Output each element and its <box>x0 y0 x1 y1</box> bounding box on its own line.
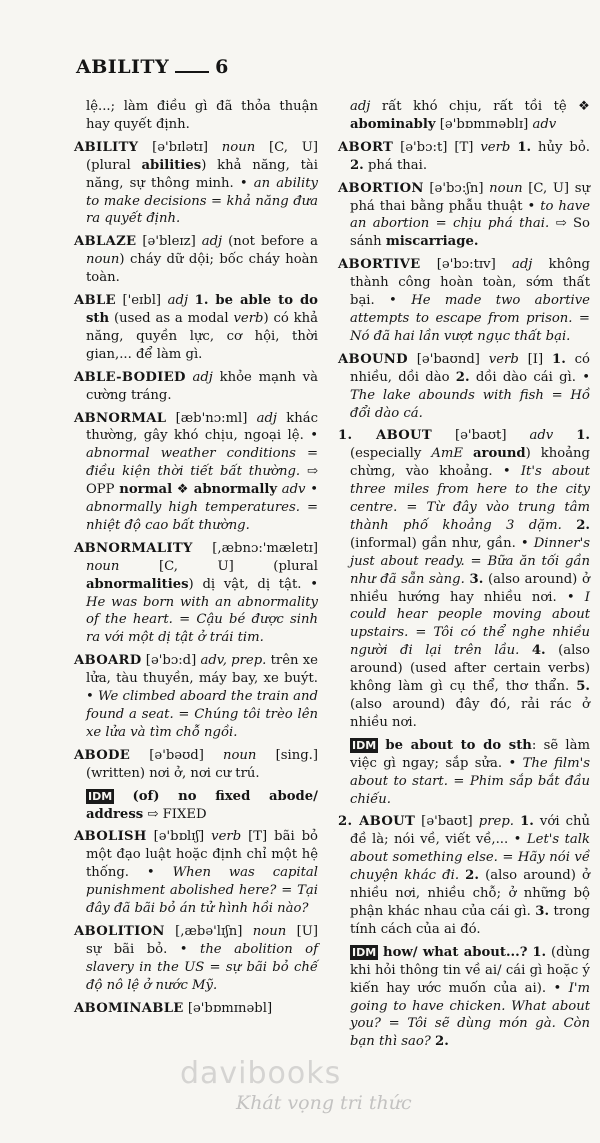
entry-text: [ə'bɒmɪnəblɪ] <box>435 116 533 132</box>
bold-text: be about to do sth <box>385 737 532 753</box>
watermark-tagline: Khát vọng tri thức <box>236 1092 412 1114</box>
page-number: 6 <box>215 56 229 78</box>
entry-text <box>188 293 195 308</box>
entry-text: ⇨ FIXED <box>143 806 207 822</box>
example-text: an ability to make decisions = khả năng đưa ra quyết định. <box>86 175 318 227</box>
headword: ABLE <box>74 293 116 309</box>
entry-text: không thành công hoàn toàn, sớm thất bại. • <box>350 257 590 309</box>
bold-text: how/ what about...? <box>383 944 528 960</box>
dictionary-entry <box>74 923 318 995</box>
example-text: adv <box>532 116 557 132</box>
dictionary-entry <box>338 737 590 809</box>
headword: ABOUND <box>338 351 408 367</box>
idiom-badge: IDM <box>88 789 113 803</box>
bold-text: 3. <box>469 571 484 587</box>
entry-text: ['eɪbl] <box>115 293 168 309</box>
example-text: noun <box>489 180 523 196</box>
headword: 1. ABOUT <box>338 428 432 444</box>
entry-text: [æb'nɔ:ml] <box>166 410 257 426</box>
entry-text: ) cháy dữ dội; bốc cháy hoàn toàn. <box>86 252 318 286</box>
entry-text: [ə'bəʊd] <box>130 747 223 763</box>
example-text: adv <box>529 428 554 444</box>
entry-text: ⇨ OPP <box>86 464 318 498</box>
entry-text: [C, U] (plural <box>86 139 318 173</box>
entry-text: (also around) đây đó, rải rác ở nhiều nơi. <box>350 697 590 730</box>
header-rule <box>175 71 209 73</box>
entry-text: [T] bãi bỏ một đạo luật hoặc định chỉ một hệ thống. • <box>86 829 318 881</box>
example-text: noun <box>252 923 287 939</box>
entry-text: [ə'baʊnd] <box>407 351 489 367</box>
example-text: abnormal weather conditions = điều kiện thời tiết bất thường. <box>86 446 318 480</box>
page-header <box>76 56 229 78</box>
example-text: adj <box>256 410 278 426</box>
example-text: AmE <box>431 446 463 462</box>
entry-text: • <box>305 482 318 498</box>
entry-text: [ə'baʊt] <box>431 428 530 444</box>
entry-text: (not before a <box>222 234 318 250</box>
dictionary-entry <box>74 292 318 364</box>
example-text: Dinner's just about ready. = Bữa ăn tối gần như đã sẵn sàng. <box>350 535 590 587</box>
entry-text: ) dị vật, dị tật. • <box>188 576 318 592</box>
entry-text: (especially <box>350 446 432 462</box>
entry-text: [,æbnɔ:'mæletɪ] <box>192 540 318 556</box>
entry-text: ) có khả năng, quyền lực, cơ hội, thời gian,... để làm gì. <box>86 310 318 362</box>
entry-text: [I] <box>518 351 553 367</box>
headword: ABORTIVE <box>338 257 421 273</box>
dictionary-entry <box>338 813 590 938</box>
example-text: adv, prep. <box>200 653 267 669</box>
dictionary-entry <box>338 98 590 134</box>
entry-text <box>463 446 473 461</box>
dictionary-entry <box>338 180 590 252</box>
entry-text: lệ...; làm điều gì đã thỏa thuận hay quyết định. <box>86 99 318 132</box>
example-text: prep. <box>478 814 514 830</box>
example-text: noun <box>86 252 120 268</box>
entry-text: [ə'bɒmɪnəbl] <box>183 1000 273 1016</box>
bold-text: 1. be able to do sth <box>86 293 318 326</box>
example-text: adj <box>192 369 213 385</box>
entry-text: ) khoảng chừng, vào khoảng. • <box>350 446 590 480</box>
entry-text: [ə'bɒlɪʃ] <box>146 829 212 845</box>
entry-text: trên xe lửa, tàu thuyền, máy bay, xe buýt. • <box>86 653 318 705</box>
example-text: Let's talk about something else. = Hãy nói về chuyện khác đi. <box>350 832 590 884</box>
dictionary-entry <box>338 427 590 731</box>
dictionary-entry <box>74 233 318 287</box>
left-column <box>74 98 318 1023</box>
entry-text: [ə'bɔ:ʃn] <box>423 180 490 196</box>
dictionary-entry <box>74 828 318 918</box>
headword: ABOMINABLE <box>74 1000 184 1016</box>
bold-text: miscarriage. <box>385 234 479 250</box>
bold-text: 1. <box>532 944 547 960</box>
entry-text: ❖ <box>172 482 194 498</box>
example-text: He made two abortive attempts to escape from prison. = Nó đã hai lần vượt ngục thất bại. <box>350 293 590 344</box>
entry-text: (also around) ở nhiều hướng hay nhiều nơi. • <box>350 571 590 605</box>
bold-text: 1. <box>552 351 566 367</box>
watermark-logo: davibooks <box>180 1056 342 1091</box>
example-text: I'm going to have chicken. What about you? = Tôi sẽ dùng món gà. Còn bạn thì sao? <box>350 980 590 1050</box>
entry-text: [C, U] sự phá thai bằng phẫu thuật • <box>350 180 590 214</box>
bold-text: 2. <box>465 868 479 884</box>
example-text: the abolition of slavery in the US = sự bãi bỏ chế độ nô lệ ở nước Mỹ. <box>86 941 318 993</box>
headword: ABOARD <box>74 653 142 669</box>
bold-text: abnormally <box>193 482 278 498</box>
dictionary-entry <box>74 1000 318 1018</box>
dictionary-entry <box>338 139 590 175</box>
dictionary-entry <box>74 410 318 535</box>
entry-text: dồi dào cái gì. • <box>469 369 590 385</box>
bold-text: 1. <box>520 814 534 830</box>
bold-text: 4. <box>531 643 546 659</box>
headword: ABOLITION <box>74 923 165 939</box>
entry-text <box>562 518 576 533</box>
dictionary-entry <box>338 944 590 1051</box>
example-text: noun <box>221 139 256 155</box>
headword: ABOLISH <box>74 829 147 845</box>
example-text: When was capital punishment abolished here? = Tại đây đã bãi bỏ án tử hình hồi nào? <box>86 865 318 917</box>
example-text: adj <box>201 234 223 250</box>
bold-text: normal <box>119 482 173 498</box>
example-text: abnormally high temperatures. = nhiệt độ cao bất thường. <box>86 500 318 533</box>
headword: ABLE-BODIED <box>74 369 186 385</box>
dictionary-entry <box>74 788 318 824</box>
headword: ABILITY <box>74 139 139 155</box>
entry-text: với chủ đề là; nói về, viết về,... • <box>350 814 590 848</box>
entry-text: ) khả năng, tài năng, sự thông minh. • <box>86 157 318 191</box>
entry-text: ⇨ So sánh <box>350 216 590 250</box>
example-text: It's about three miles from here to the city centre. = Từ đây vào trung tâm thành phố khoảng 3 dặm. <box>350 464 590 533</box>
entry-text: [ə'baʊt] <box>415 814 479 830</box>
example-text: verb <box>211 829 242 845</box>
bold-text: 1. <box>517 139 532 155</box>
entry-text: phá thai. <box>363 157 428 173</box>
example-text: verb <box>480 139 511 155</box>
bold-text: abnormalities <box>86 576 189 592</box>
bold-text: 2. <box>576 517 590 533</box>
example-text: I could hear people moving about upstairs. = Tôi có thể nghe nhiều người đi lại trên lầu. <box>350 589 590 659</box>
example-text: adj <box>511 257 533 273</box>
headword: ABNORMALITY <box>74 540 193 556</box>
dictionary-entry <box>74 98 318 134</box>
example-text: noun <box>86 558 120 574</box>
entry-text: [ə'bɔ:d] <box>141 653 201 669</box>
dictionary-entry <box>338 256 590 346</box>
dictionary-entry <box>74 139 318 229</box>
example-text: The film's about to start. = Phim sắp bắt đầu chiếu. <box>350 755 591 807</box>
example-text: adv <box>281 482 306 498</box>
example-text: verb <box>488 351 519 367</box>
example-text: verb <box>233 310 264 326</box>
idiom-badge: IDM <box>352 738 377 752</box>
entry-text: (also around) ở nhiều nơi, nhiều chỗ; ở những bộ phận khác nhau của cái gì. <box>350 868 590 919</box>
bold-text: (of) no fixed abode/ address <box>86 788 318 822</box>
dictionary-entry <box>338 351 590 423</box>
entry-text: : sẽ làm việc gì ngay; sắp sửa. • <box>350 737 590 771</box>
example-text: noun <box>223 747 257 763</box>
entry-text: [U] sự bãi bỏ. • <box>86 923 318 957</box>
headword: ABORT <box>338 139 394 155</box>
entry-text: [,æbə'lɪʃn] <box>164 923 253 939</box>
entry-text: khác thường, gây khó chịu, ngoại lệ. • <box>86 410 318 444</box>
entry-text: (used as a modal <box>109 310 234 326</box>
entry-text: [ə'bɔ:t] [T] <box>393 139 481 155</box>
header-word: ABILITY <box>76 56 170 78</box>
idiom-badge: IDM <box>352 945 377 959</box>
entry-text: [ə'bɪlətɪ] <box>138 139 222 155</box>
bold-text: 2. <box>455 369 470 385</box>
entry-text: trong tính cách của ai đó. <box>350 903 590 937</box>
dictionary-entry <box>74 540 318 647</box>
bold-text: around <box>472 446 526 462</box>
example-text: adj <box>167 293 189 309</box>
dictionary-entry <box>74 652 318 742</box>
headword: ABODE <box>74 747 131 763</box>
dictionary-entry <box>74 747 318 783</box>
entry-text: [C, U] (plural <box>119 558 318 574</box>
entry-text: [sing.] (written) nơi ở, nơi cư trú. <box>86 747 318 781</box>
entry-text: [ə'bleɪz] <box>136 234 202 250</box>
entry-text: [ə'bɔ:tɪv] <box>420 257 512 273</box>
bold-text: 3. <box>535 903 550 919</box>
entry-text: khỏe mạnh và cường tráng. <box>86 369 318 403</box>
entry-text: rất khó chịu, rất tồi tệ ❖ <box>370 99 590 114</box>
headword: ABORTION <box>338 180 424 196</box>
bold-text: 1. <box>576 428 591 444</box>
entry-text <box>519 643 531 658</box>
example-text: adj <box>350 99 371 114</box>
example-text: He was born with an abnormality of the heart. = Cậu bé được sinh ra với một dị tật ở trái tim. <box>86 594 318 646</box>
entry-text: (also around) (used after certain verbs) không làm gì cụ thể, thơ thẩn. <box>350 643 590 695</box>
entry-text: có nhiều, dồi dào <box>350 351 590 385</box>
entry-text: (dùng khi hỏi thông tin về ai/ cái gì hoặc ý kiến hay ước muốn của ai). • <box>350 944 590 996</box>
bold-text: 5. <box>576 679 590 695</box>
bold-text: 2. <box>435 1034 449 1050</box>
bold-text: abominably <box>350 116 436 132</box>
example-text: We climbed aboard the train and found a seat. = Chúng tôi trèo lên xe lửa và tìm chỗ ngồi. <box>86 689 318 740</box>
bold-text: abilities <box>141 157 202 173</box>
entry-text: hủy bỏ. <box>531 139 590 155</box>
right-column <box>338 98 590 1056</box>
headword: ABLAZE <box>74 234 137 250</box>
dictionary-entry <box>74 369 318 405</box>
bold-text: 2. <box>350 157 364 173</box>
example-text: The lake abounds with fish = Hồ đổi dào cá. <box>350 387 590 421</box>
entry-text: (informal) gần như, gần. • <box>350 535 534 551</box>
example-text: to have an abortion = chịu phá thai. <box>350 198 590 232</box>
headword: 2. ABOUT <box>338 814 416 830</box>
entry-text <box>553 428 576 443</box>
headword: ABNORMAL <box>74 410 167 426</box>
entry-text <box>114 789 132 804</box>
